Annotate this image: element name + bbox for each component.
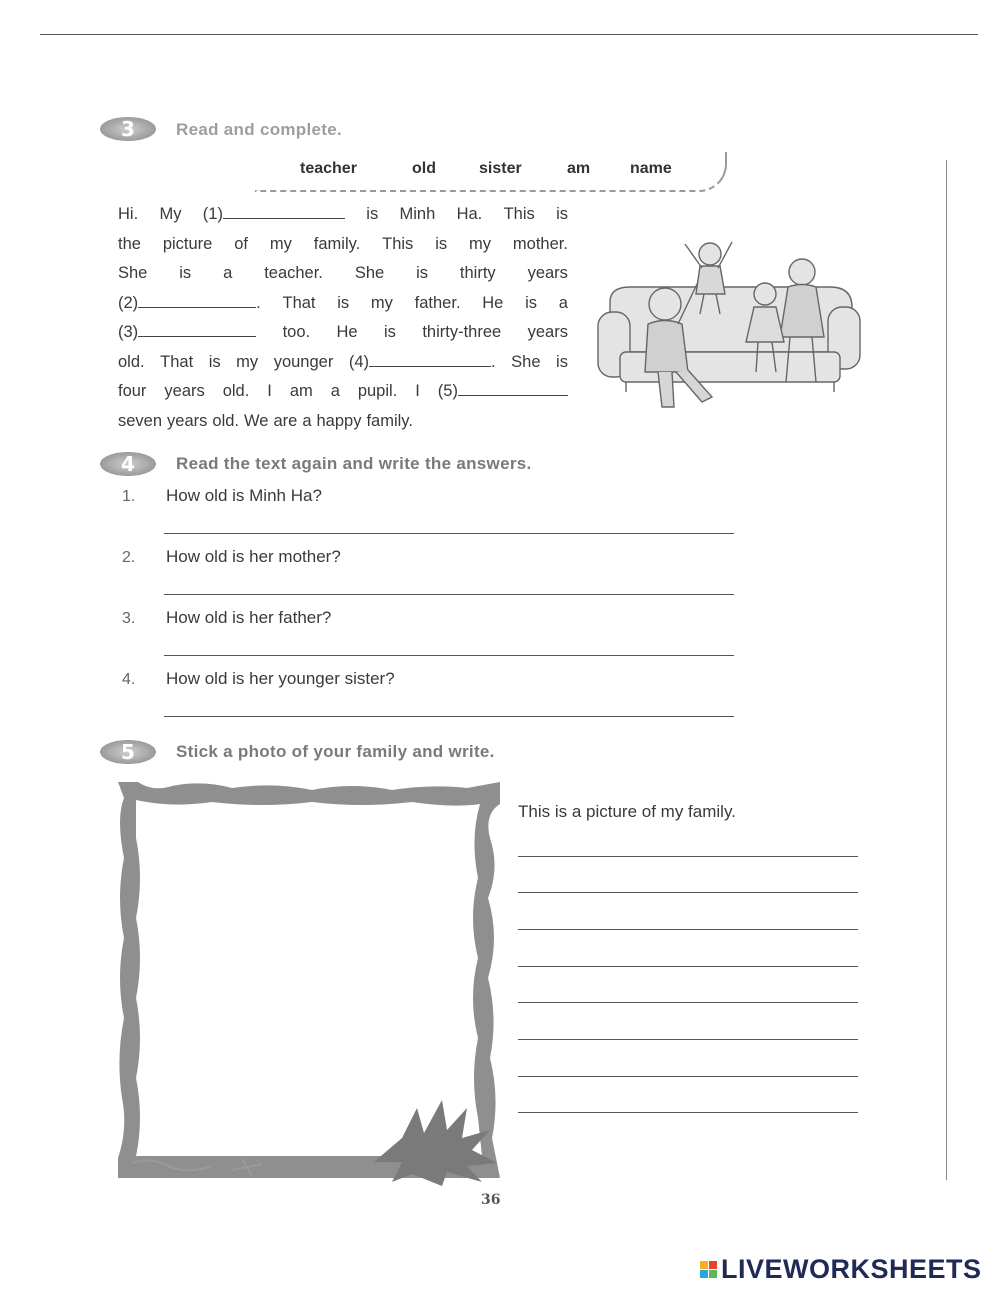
passage-word: is <box>179 264 192 282</box>
passage-word: years <box>527 264 568 282</box>
exercise-3-badge: 3 <box>100 117 156 141</box>
passage-word: I <box>415 382 420 400</box>
logo-tiles <box>700 1261 717 1278</box>
passage-word: seven <box>118 411 163 430</box>
passage-word: the <box>118 234 141 253</box>
passage-word: (5) <box>437 382 458 400</box>
exercise-5-heading: Stick a photo of your family and write. <box>176 742 495 761</box>
passage-line <box>118 407 568 437</box>
passage-word: too. <box>282 323 311 341</box>
passage-word: She <box>118 264 148 282</box>
passage-word: my <box>469 234 492 253</box>
passage-word: is <box>208 352 221 371</box>
passage-word: pupil. <box>357 382 398 400</box>
reading-passage <box>118 200 568 436</box>
exercise-4-badge: 4 <box>100 452 156 476</box>
passage-word: is <box>525 293 538 312</box>
passage-word: years <box>527 323 568 341</box>
exercise-3-heading: Read and complete. <box>176 120 342 139</box>
passage-word: This <box>382 234 414 253</box>
passage-word: He <box>336 323 358 341</box>
passage-word: picture <box>162 234 213 253</box>
word-bank-item: old <box>412 160 436 177</box>
passage-word: a <box>330 382 340 400</box>
question-number: 4. <box>122 671 136 688</box>
passage-word: (4) <box>348 352 370 371</box>
passage-word: is <box>556 352 568 371</box>
passage-word: father. <box>414 293 461 312</box>
passage-word: She <box>511 352 541 371</box>
exercise-4-heading: Read the text again and write the answers. <box>176 454 532 473</box>
fill-in-blank[interactable] <box>223 202 345 219</box>
passage-word: (3) <box>118 323 139 341</box>
question-number: 1. <box>122 488 136 505</box>
passage-word: We <box>244 411 269 430</box>
passage-line <box>118 200 568 230</box>
word-bank-item: name <box>630 160 672 177</box>
write-intro-text: This is a picture of my family. <box>518 802 736 821</box>
passage-word: four <box>118 382 147 400</box>
page-number: 36 <box>481 1192 501 1208</box>
passage-word: is <box>435 234 448 253</box>
passage-word: My <box>159 205 182 223</box>
right-margin-rule <box>946 160 947 1180</box>
passage-word: is <box>556 205 568 223</box>
passage-word: my <box>269 234 292 253</box>
passage-word: are <box>273 411 298 430</box>
passage-word: is <box>416 264 428 282</box>
answer-line[interactable] <box>164 716 734 717</box>
passage-word: a <box>223 264 233 282</box>
question-text: How old is her mother? <box>166 547 341 566</box>
word-bank-item: am <box>567 160 591 177</box>
passage-word: (1) <box>202 205 223 223</box>
answer-line[interactable] <box>164 655 734 656</box>
writing-line[interactable] <box>518 1076 858 1077</box>
question-text: How old is Minh Ha? <box>166 486 322 505</box>
passage-line <box>118 348 568 378</box>
question-text: How old is her father? <box>166 608 332 627</box>
writing-line[interactable] <box>518 1002 858 1003</box>
passage-word: old. <box>118 352 145 371</box>
passage-word: That <box>160 352 194 371</box>
passage-word: thirty <box>459 264 496 282</box>
passage-line <box>118 230 568 260</box>
passage-word: old. <box>222 382 250 400</box>
passage-word: is <box>384 323 396 341</box>
fill-in-blank[interactable] <box>369 350 491 367</box>
passage-word: . <box>256 293 261 312</box>
passage-line <box>118 318 568 348</box>
writing-line[interactable] <box>518 1112 858 1113</box>
passage-word: years <box>167 411 208 430</box>
passage-word: He <box>482 293 504 312</box>
passage-word: teacher. <box>264 264 323 282</box>
passage-word: thirty-three <box>422 323 502 341</box>
brand-name: LIVEWORKSHEETS <box>721 1254 982 1284</box>
top-rule <box>40 34 978 35</box>
family-illustration <box>590 232 870 412</box>
passage-word: am <box>289 382 313 400</box>
passage-word: family. <box>313 234 361 253</box>
passage-word: mother. <box>512 234 568 253</box>
exercise-5-badge: 5 <box>100 740 156 764</box>
liveworksheets-logo[interactable] <box>700 1254 982 1285</box>
question-number: 3. <box>122 610 136 627</box>
writing-line[interactable] <box>518 966 858 967</box>
writing-line[interactable] <box>518 1039 858 1040</box>
passage-word: my <box>236 352 259 371</box>
photo-frame[interactable] <box>112 778 507 1188</box>
passage-line <box>118 259 568 289</box>
passage-word: years <box>164 382 205 400</box>
passage-line <box>118 289 568 319</box>
answer-line[interactable] <box>164 533 734 534</box>
passage-word: a <box>558 293 568 312</box>
question-number: 2. <box>122 549 136 566</box>
passage-word: my <box>370 293 393 312</box>
passage-word: younger <box>273 352 334 371</box>
passage-word: is <box>337 293 350 312</box>
passage-word: . <box>491 352 496 371</box>
passage-word: That <box>282 293 316 312</box>
fill-in-blank[interactable] <box>138 320 256 337</box>
passage-word: I <box>267 382 272 400</box>
passage-word: Ha. <box>456 205 483 223</box>
fill-in-blank[interactable] <box>138 291 256 308</box>
passage-word: is <box>366 205 379 223</box>
word-bank-item: teacher <box>300 160 357 177</box>
question-text: How old is her younger sister? <box>166 669 395 688</box>
passage-word: This <box>503 205 535 223</box>
writing-line[interactable] <box>518 892 858 893</box>
passage-word: of <box>234 234 249 253</box>
passage-word: (2) <box>118 293 139 312</box>
writing-line[interactable] <box>518 856 858 857</box>
passage-word: a <box>302 411 312 430</box>
passage-word: Minh <box>399 205 436 223</box>
fill-in-blank[interactable] <box>458 379 568 396</box>
passage-word: family. <box>366 411 413 430</box>
answer-line[interactable] <box>164 594 734 595</box>
passage-line <box>118 377 568 407</box>
writing-line[interactable] <box>518 929 858 930</box>
word-bank-item: sister <box>479 160 522 177</box>
passage-word: Hi. <box>118 205 139 223</box>
passage-word: old. <box>212 411 239 430</box>
passage-word: She <box>354 264 385 282</box>
passage-word: happy <box>316 411 362 430</box>
